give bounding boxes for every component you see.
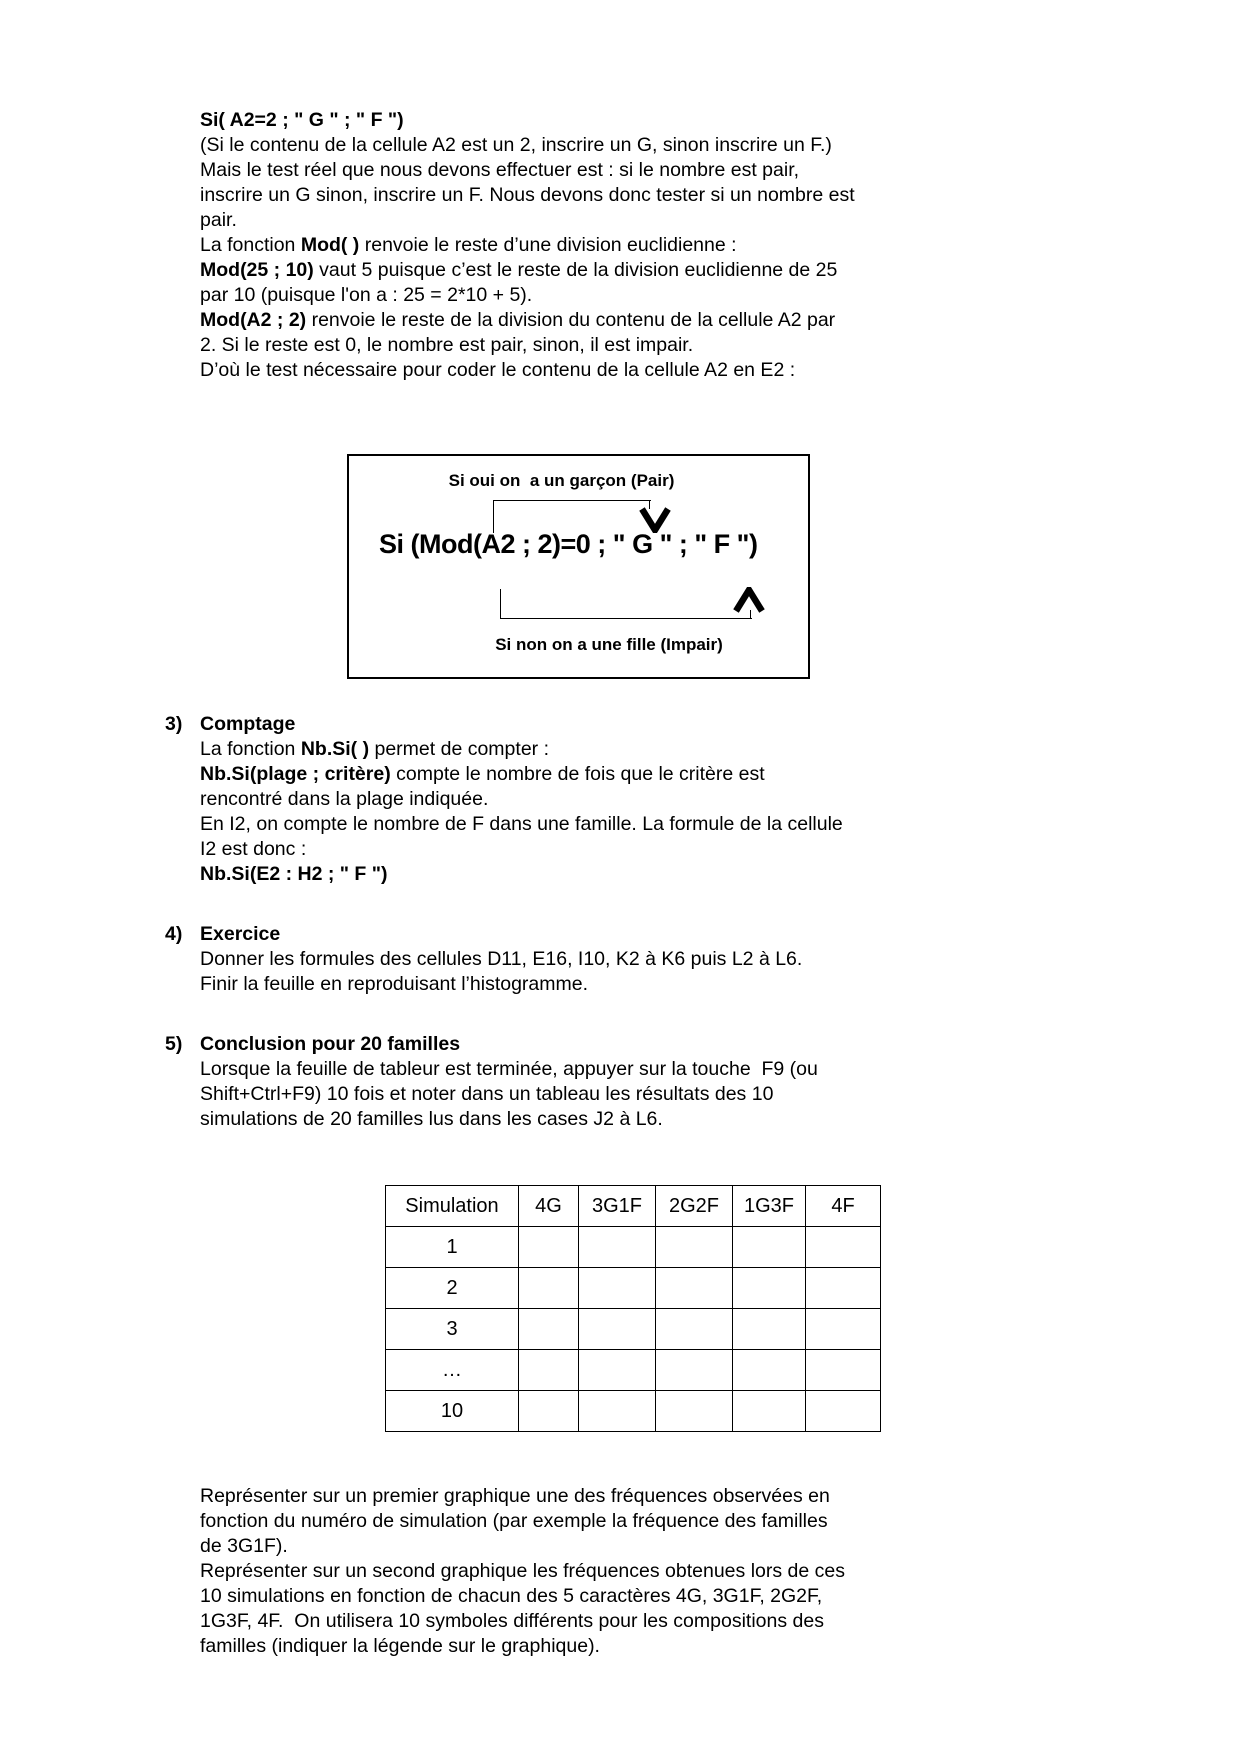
table-cell [579,1309,656,1350]
text-run: fonction du numéro de simulation (par exemple la fréquence des familles [200,1510,828,1532]
text-run: simulations de 20 familles lus dans les cases J2 à L6. [200,1108,663,1130]
table-cell [579,1268,656,1309]
text-line [200,1082,1085,1107]
text-line [200,208,1085,233]
text-run: renvoie le reste d’une division euclidienne : [359,234,737,256]
text-line [200,1609,1085,1634]
table-cell: 1 [386,1227,519,1268]
bold-text-run: Mod( ) [300,234,360,256]
text-run: rencontré dans la plage indiquée. [200,788,489,810]
text-run: Shift+Ctrl+F9) 10 fois et noter dans un tableau les résultats des 10 [200,1083,774,1105]
bold-text-run: Si( A2=2 ; " G " ; " F ") [200,109,404,131]
text-line [200,1634,1085,1659]
text-run: Finir la feuille en reproduisant l’histogramme. [200,973,589,995]
text-run: compte le nombre de fois que le critère est [390,763,765,785]
text-line [200,812,1085,837]
table-cell [579,1227,656,1268]
text-run: La fonction [200,738,301,760]
table-cell [733,1391,806,1432]
bottom-bracket-line [500,589,752,619]
section-heading-exercice [165,922,1085,947]
table-header-cell: 2G2F [656,1186,733,1227]
table-row [386,1391,881,1432]
diagram-bottom-label: Si non on a une fille (Impair) [495,635,723,654]
bold-text-run: Mod(A2 ; 2) [200,309,307,331]
section-number: 4) [165,923,183,945]
text-line [200,233,1085,258]
table-cell [733,1268,806,1309]
table-cell [656,1309,733,1350]
simulation-table-body [386,1227,881,1432]
simulation-table-head [386,1186,881,1227]
text-run: permet de compter : [369,738,549,760]
section-number: 5) [165,1033,183,1055]
table-cell [519,1227,579,1268]
text-line [200,308,1085,333]
text-run: La fonction [200,234,301,256]
text-line [200,762,1085,787]
document-content [165,108,1085,1659]
table-cell [656,1391,733,1432]
text-run: (Si le contenu de la cellule A2 est un 2, inscrire un G, sinon inscrire un F.) [200,134,832,156]
text-line [200,972,1085,997]
text-line [200,1534,1085,1559]
text-run: 1G3F, 4F. On utilisera 10 symboles différents pour les compositions des [200,1610,824,1632]
text-run: D’où le test nécessaire pour coder le contenu de la cellule A2 en E2 : [200,359,796,381]
text-run: inscrire un G sinon, inscrire un F. Nous devons donc tester si un nombre est [200,184,855,206]
table-row [386,1227,881,1268]
text-run: par 10 (puisque l'on a : 25 = 2*10 + 5). [200,284,533,306]
diagram-top-label: Si oui on a un garçon (Pair) [448,471,675,490]
section-heading-comptage [165,712,1085,737]
table-cell [806,1391,881,1432]
table-cell: … [386,1350,519,1391]
text-line [200,737,1085,762]
text-line [200,108,1085,133]
table-cell [579,1350,656,1391]
table-header-cell: Simulation [386,1186,519,1227]
table-row [386,1309,881,1350]
formula-diagram-box [347,454,810,679]
text-line [200,258,1085,283]
text-line [200,1484,1085,1509]
intro-paragraph [200,108,1085,383]
text-line [200,862,1085,887]
table-header-cell: 3G1F [579,1186,656,1227]
table-cell: 3 [386,1309,519,1350]
table-cell [656,1268,733,1309]
up-arrow-icon [733,587,765,614]
simulation-table [385,1185,881,1432]
table-cell [806,1309,881,1350]
table-header-row [386,1186,881,1227]
text-run: Donner les formules des cellules D11, E16, I10, K2 à K6 puis L2 à L6. [200,948,803,970]
text-line [200,787,1085,812]
text-line [200,333,1085,358]
table-cell [519,1350,579,1391]
table-header-cell: 4G [519,1186,579,1227]
text-line [200,1057,1085,1082]
comptage-paragraph [200,737,1085,887]
text-run: Représenter sur un premier graphique une des fréquences observées en [200,1485,830,1507]
text-line [200,1509,1085,1534]
text-line [200,358,1085,383]
diagram-formula: Si (Mod(A2 ; 2)=0 ; " G " ; " F ") [379,529,758,559]
closing-paragraph [200,1484,1085,1659]
text-run: renvoie le reste de la division du contenu de la cellule A2 par [306,309,836,331]
text-line [200,1559,1085,1584]
section-heading-conclusion [165,1032,1085,1057]
section-title: Conclusion pour 20 familles [200,1033,461,1055]
table-cell [656,1350,733,1391]
conclusion-paragraph [200,1057,1085,1132]
bold-text-run: Nb.Si(E2 : H2 ; " F ") [200,863,388,885]
table-cell: 2 [386,1268,519,1309]
table-cell [806,1268,881,1309]
section-number: 3) [165,713,183,735]
text-line [200,837,1085,862]
text-line [200,133,1085,158]
table-cell [733,1227,806,1268]
text-run: I2 est donc : [200,838,307,860]
table-cell [519,1391,579,1432]
table-cell [519,1309,579,1350]
text-line [200,1584,1085,1609]
table-cell [733,1350,806,1391]
text-run: Mais le test réel que nous devons effectuer est : si le nombre est pair, [200,159,800,181]
table-header-cell: 4F [806,1186,881,1227]
text-line [200,1107,1085,1132]
bold-text-run: Nb.Si( ) [300,738,370,760]
table-cell [579,1391,656,1432]
text-line [200,158,1085,183]
bold-text-run: Mod(25 ; 10) [200,259,314,281]
text-run: 10 simulations en fonction de chacun des 5 caractères 4G, 3G1F, 2G2F, [200,1585,823,1607]
table-header-cell: 1G3F [733,1186,806,1227]
table-cell [519,1268,579,1309]
table-cell [733,1309,806,1350]
table-cell [806,1350,881,1391]
text-run: 2. Si le reste est 0, le nombre est pair, sinon, il est impair. [200,334,694,356]
text-line [200,283,1085,308]
bold-text-run: Nb.Si(plage ; critère) [200,763,391,785]
table-cell [656,1227,733,1268]
table-row [386,1268,881,1309]
exercice-paragraph [200,947,1085,997]
table-row [386,1350,881,1391]
text-run: familles (indiquer la légende sur le graphique). [200,1635,600,1657]
text-line [200,947,1085,972]
text-line [200,183,1085,208]
section-title: Comptage [200,713,296,735]
text-run: Lorsque la feuille de tableur est terminée, appuyer sur la touche F9 (ou [200,1058,818,1080]
section-title: Exercice [200,923,281,945]
text-run: pair. [200,209,237,231]
text-run: Représenter sur un second graphique les fréquences obtenues lors de ces [200,1560,845,1582]
text-run: de 3G1F). [200,1535,288,1557]
text-run: vaut 5 puisque c’est le reste de la division euclidienne de 25 [313,259,838,281]
table-cell [806,1227,881,1268]
text-run: En I2, on compte le nombre de F dans une famille. La formule de la cellule [200,813,843,835]
table-cell: 10 [386,1391,519,1432]
